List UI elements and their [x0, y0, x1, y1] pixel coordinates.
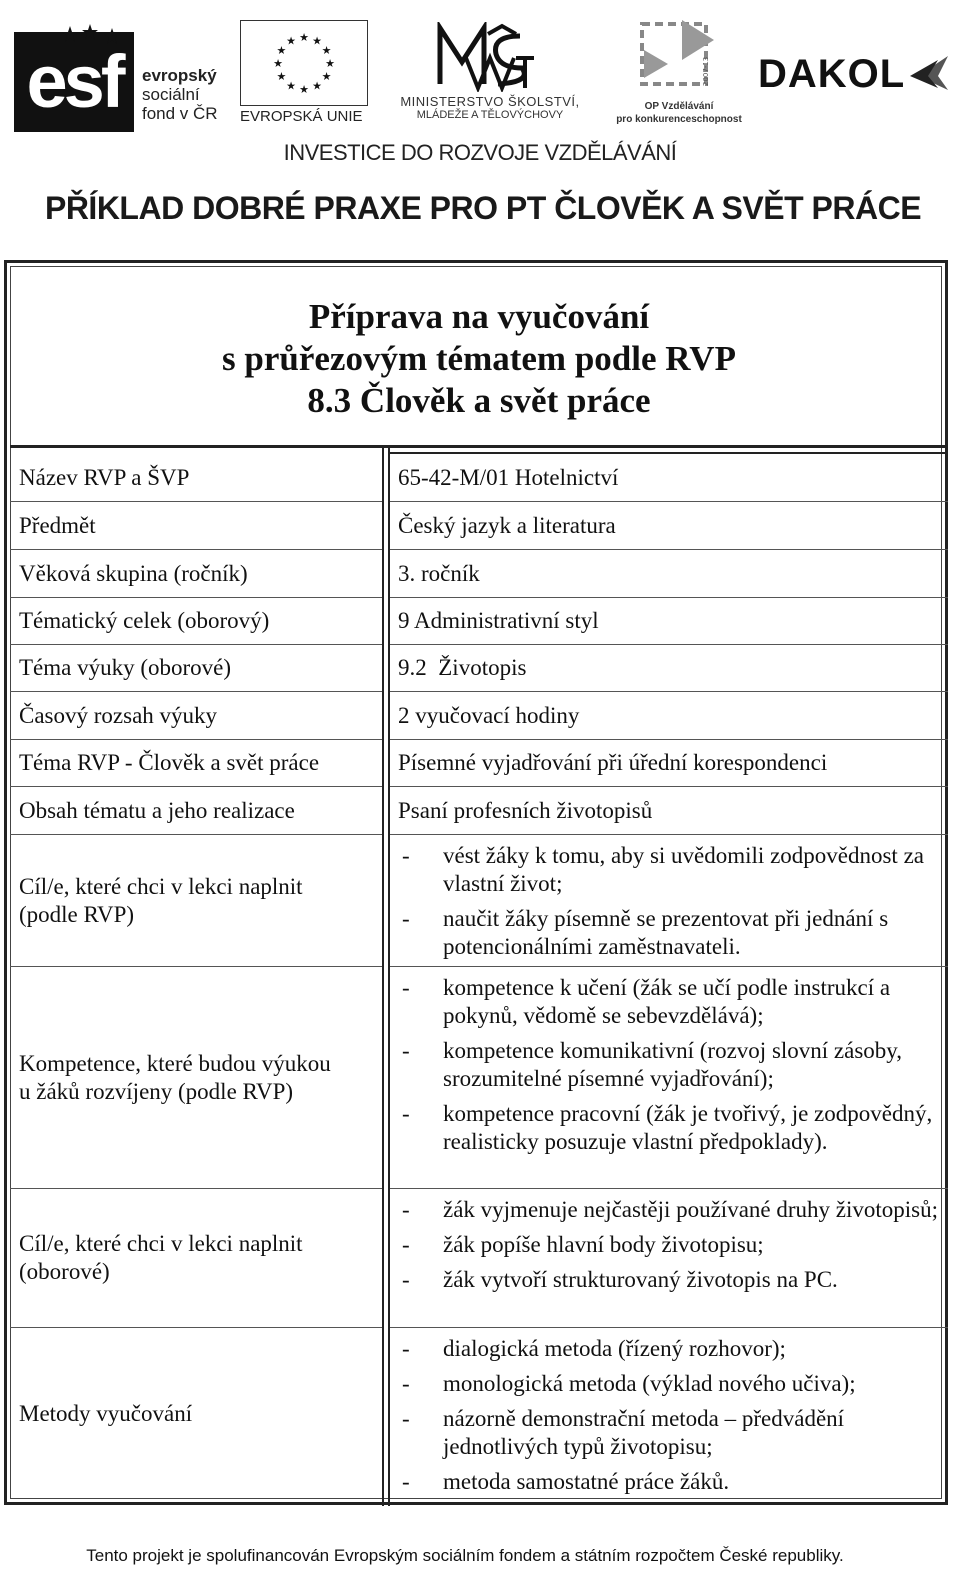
eu-star-icon: ★	[321, 71, 332, 83]
row-value: 2 vyučovací hodiny	[398, 703, 580, 728]
table-row	[10, 740, 948, 787]
tagline: INVESTICE DO ROZVOJE VZDĚLÁVÁNÍ	[283, 140, 677, 165]
table-row	[10, 598, 948, 645]
list-dash: -	[402, 1232, 410, 1257]
list-item	[398, 905, 946, 961]
table-top-rule	[388, 452, 948, 454]
list-item	[398, 1266, 946, 1294]
row-label-line: Cíl/e, které chci v lekci naplnit	[19, 1231, 303, 1256]
eu-star-icon: ★	[321, 45, 332, 57]
list-dash: -	[402, 1038, 410, 1063]
eu-star-icon: ★	[299, 32, 309, 44]
msmt-logo	[380, 22, 600, 128]
op-mark-icon	[638, 20, 718, 92]
row-value: 3. ročník	[398, 561, 480, 586]
list-item	[398, 1196, 946, 1224]
row-label-line: Kompetence, které budou výukou	[19, 1051, 331, 1076]
eu-star-icon: ★	[312, 80, 322, 93]
list-dash: -	[402, 1336, 410, 1361]
op-logo	[604, 20, 754, 130]
esf-mark: esf	[14, 32, 134, 132]
list-item-text: vést žáky k tomu, aby si uvědomili zodpovědnost za vlastní život;	[443, 843, 924, 896]
list-dash: -	[402, 1371, 410, 1396]
row-value: 9.2 Životopis	[398, 655, 527, 680]
row-label: Metody vyučování	[19, 1401, 193, 1426]
list-item	[398, 1037, 946, 1093]
row-value: Písemné vyjadřování při úřední korespondenci	[398, 750, 828, 775]
row-label-line: (oborové)	[19, 1259, 110, 1284]
row-label	[19, 1050, 369, 1106]
msmt-text	[380, 94, 600, 121]
row-label: Předmět	[19, 513, 96, 538]
eu-star-icon: ★	[276, 71, 287, 83]
list-item-text: monologická metoda (výklad nového učiva);	[443, 1371, 856, 1396]
row-label: Název RVP a ŠVP	[19, 465, 190, 490]
eu-star-icon: ★	[299, 84, 309, 96]
list-item-text: žák vyjmenuje nejčastěji používané druhy životopisů;	[443, 1197, 938, 1222]
list-item-text: žák popíše hlavní body životopisu;	[443, 1232, 764, 1257]
list-item-text: názorně demonstrační metoda – předvádění jednotlivých typů životopisu;	[443, 1406, 845, 1459]
eu-star-icon: ★	[312, 35, 322, 48]
list-item-text: žák vytvoří strukturovaný životopis na PC.	[443, 1267, 838, 1292]
dakol-arrow-icon	[908, 54, 954, 94]
banner-title: PŘÍKLAD DOBRÉ PRAXE PRO PT ČLOVĚK A SVĚT PRÁCE	[44, 190, 922, 226]
table-row	[10, 645, 948, 692]
list-item-text: naučit žáky písemně se prezentovat při jednání s potencionálními zaměstnavateli.	[443, 906, 889, 959]
esf-text-line: sociální	[142, 85, 200, 104]
row-label: Časový rozsah výuky	[19, 703, 218, 728]
list-item	[398, 1405, 946, 1461]
list-item-text: dialogická metoda (řízený rozhovor);	[443, 1336, 786, 1361]
list-item	[398, 1335, 946, 1363]
table-row	[10, 692, 948, 740]
list-item-text: kompetence k učení (žák se učí podle instrukcí a pokynů, vědomě se sebevzdělává);	[443, 975, 891, 1028]
row-label-line: (podle RVP)	[19, 902, 135, 927]
row-label: Tématický celek (oborový)	[19, 608, 270, 633]
logo-strip	[0, 0, 960, 140]
eu-star-icon: ★	[286, 80, 296, 93]
goals-rvp-list	[398, 842, 946, 968]
row-value: 65-42-M/01 Hotelnictví	[398, 465, 619, 490]
competences-list	[398, 974, 946, 1163]
op-line: pro konkurenceschopnost	[616, 114, 742, 125]
table-row	[10, 455, 948, 502]
row-label-line: u žáků rozvíjeny (podle RVP)	[19, 1079, 294, 1104]
row-label: Téma výuky (oborové)	[19, 655, 232, 680]
eu-star-icon: ★	[273, 58, 283, 70]
table-row-methods	[10, 1328, 948, 1498]
op-year: 2007-13	[702, 56, 710, 86]
title-line: s průřezovým tématem podle RVP	[222, 339, 736, 378]
list-dash: -	[402, 1267, 410, 1292]
list-item-text: kompetence komunikativní (rozvoj slovní zásoby, srozumitelné písemné vyjadřování);	[443, 1038, 903, 1091]
document-title	[10, 296, 948, 422]
esf-text	[142, 66, 218, 123]
eu-star-icon: ★	[286, 35, 296, 48]
table-row-competences	[10, 967, 948, 1189]
row-label	[19, 873, 369, 929]
goals-field-list	[398, 1196, 946, 1301]
table-row-goals-rvp	[10, 835, 948, 967]
row-label	[19, 1230, 369, 1286]
op-line: OP Vzdělávání	[644, 101, 714, 112]
list-dash: -	[402, 1469, 410, 1494]
esf-logo	[14, 22, 234, 132]
list-dash: -	[402, 1197, 410, 1222]
list-item	[398, 974, 946, 1030]
row-label: Téma RVP - Člověk a svět práce	[19, 750, 320, 775]
msmt-line: MLÁDEŽE A TĚLOVÝCHOVY	[416, 109, 564, 121]
msmt-mark-icon	[436, 22, 536, 92]
row-value: Český jazyk a literatura	[398, 513, 616, 538]
msmt-line: MINISTERSTVO ŠKOLSTVÍ,	[400, 94, 580, 109]
table-row	[10, 502, 948, 550]
methods-list	[398, 1335, 946, 1503]
list-item-text: kompetence pracovní (žák je tvořivý, je zodpovědný, realisticky posuzuje vlastní předpoklady).	[443, 1101, 933, 1154]
title-box	[10, 266, 948, 448]
esf-text-line: fond v ČR	[142, 104, 218, 123]
list-item	[398, 1468, 946, 1496]
esf-text-line: evropský	[142, 66, 217, 85]
list-item	[398, 1370, 946, 1398]
footer-note: Tento projekt je spolufinancován Evropským sociálním fondem a státním rozpočtem České republiky.	[86, 1546, 844, 1565]
op-text	[604, 100, 754, 126]
list-item	[398, 1231, 946, 1259]
eu-star-icon: ★	[325, 58, 335, 70]
esf-stars-icon	[60, 24, 130, 54]
title-line: 8.3 Člověk a svět práce	[307, 381, 651, 420]
eu-label: EVROPSKÁ UNIE	[240, 108, 363, 125]
list-dash: -	[402, 1406, 410, 1431]
table-row	[10, 550, 948, 598]
eu-star-icon: ★	[276, 45, 287, 57]
title-line: Příprava na vyučování	[308, 297, 650, 336]
row-label: Věková skupina (ročník)	[19, 561, 248, 586]
row-label: Obsah tématu a jeho realizace	[19, 798, 295, 823]
list-dash: -	[402, 906, 410, 931]
table-row	[10, 787, 948, 835]
list-item	[398, 1100, 946, 1156]
list-item	[398, 842, 946, 898]
dakol-logo	[758, 52, 958, 96]
eu-logo	[240, 20, 368, 128]
list-dash: -	[402, 843, 410, 868]
list-dash: -	[402, 975, 410, 1000]
table-row-goals-field	[10, 1189, 948, 1328]
list-dash: -	[402, 1101, 410, 1126]
row-label-line: Cíl/e, které chci v lekci naplnit	[19, 874, 303, 899]
list-item-text: metoda samostatné práce žáků.	[443, 1469, 730, 1494]
eu-flag-icon	[240, 20, 368, 106]
row-value: Psaní profesních životopisů	[398, 798, 653, 823]
row-value: 9 Administrativní styl	[398, 608, 599, 633]
dakol-wordmark: DAKOL	[758, 52, 906, 96]
